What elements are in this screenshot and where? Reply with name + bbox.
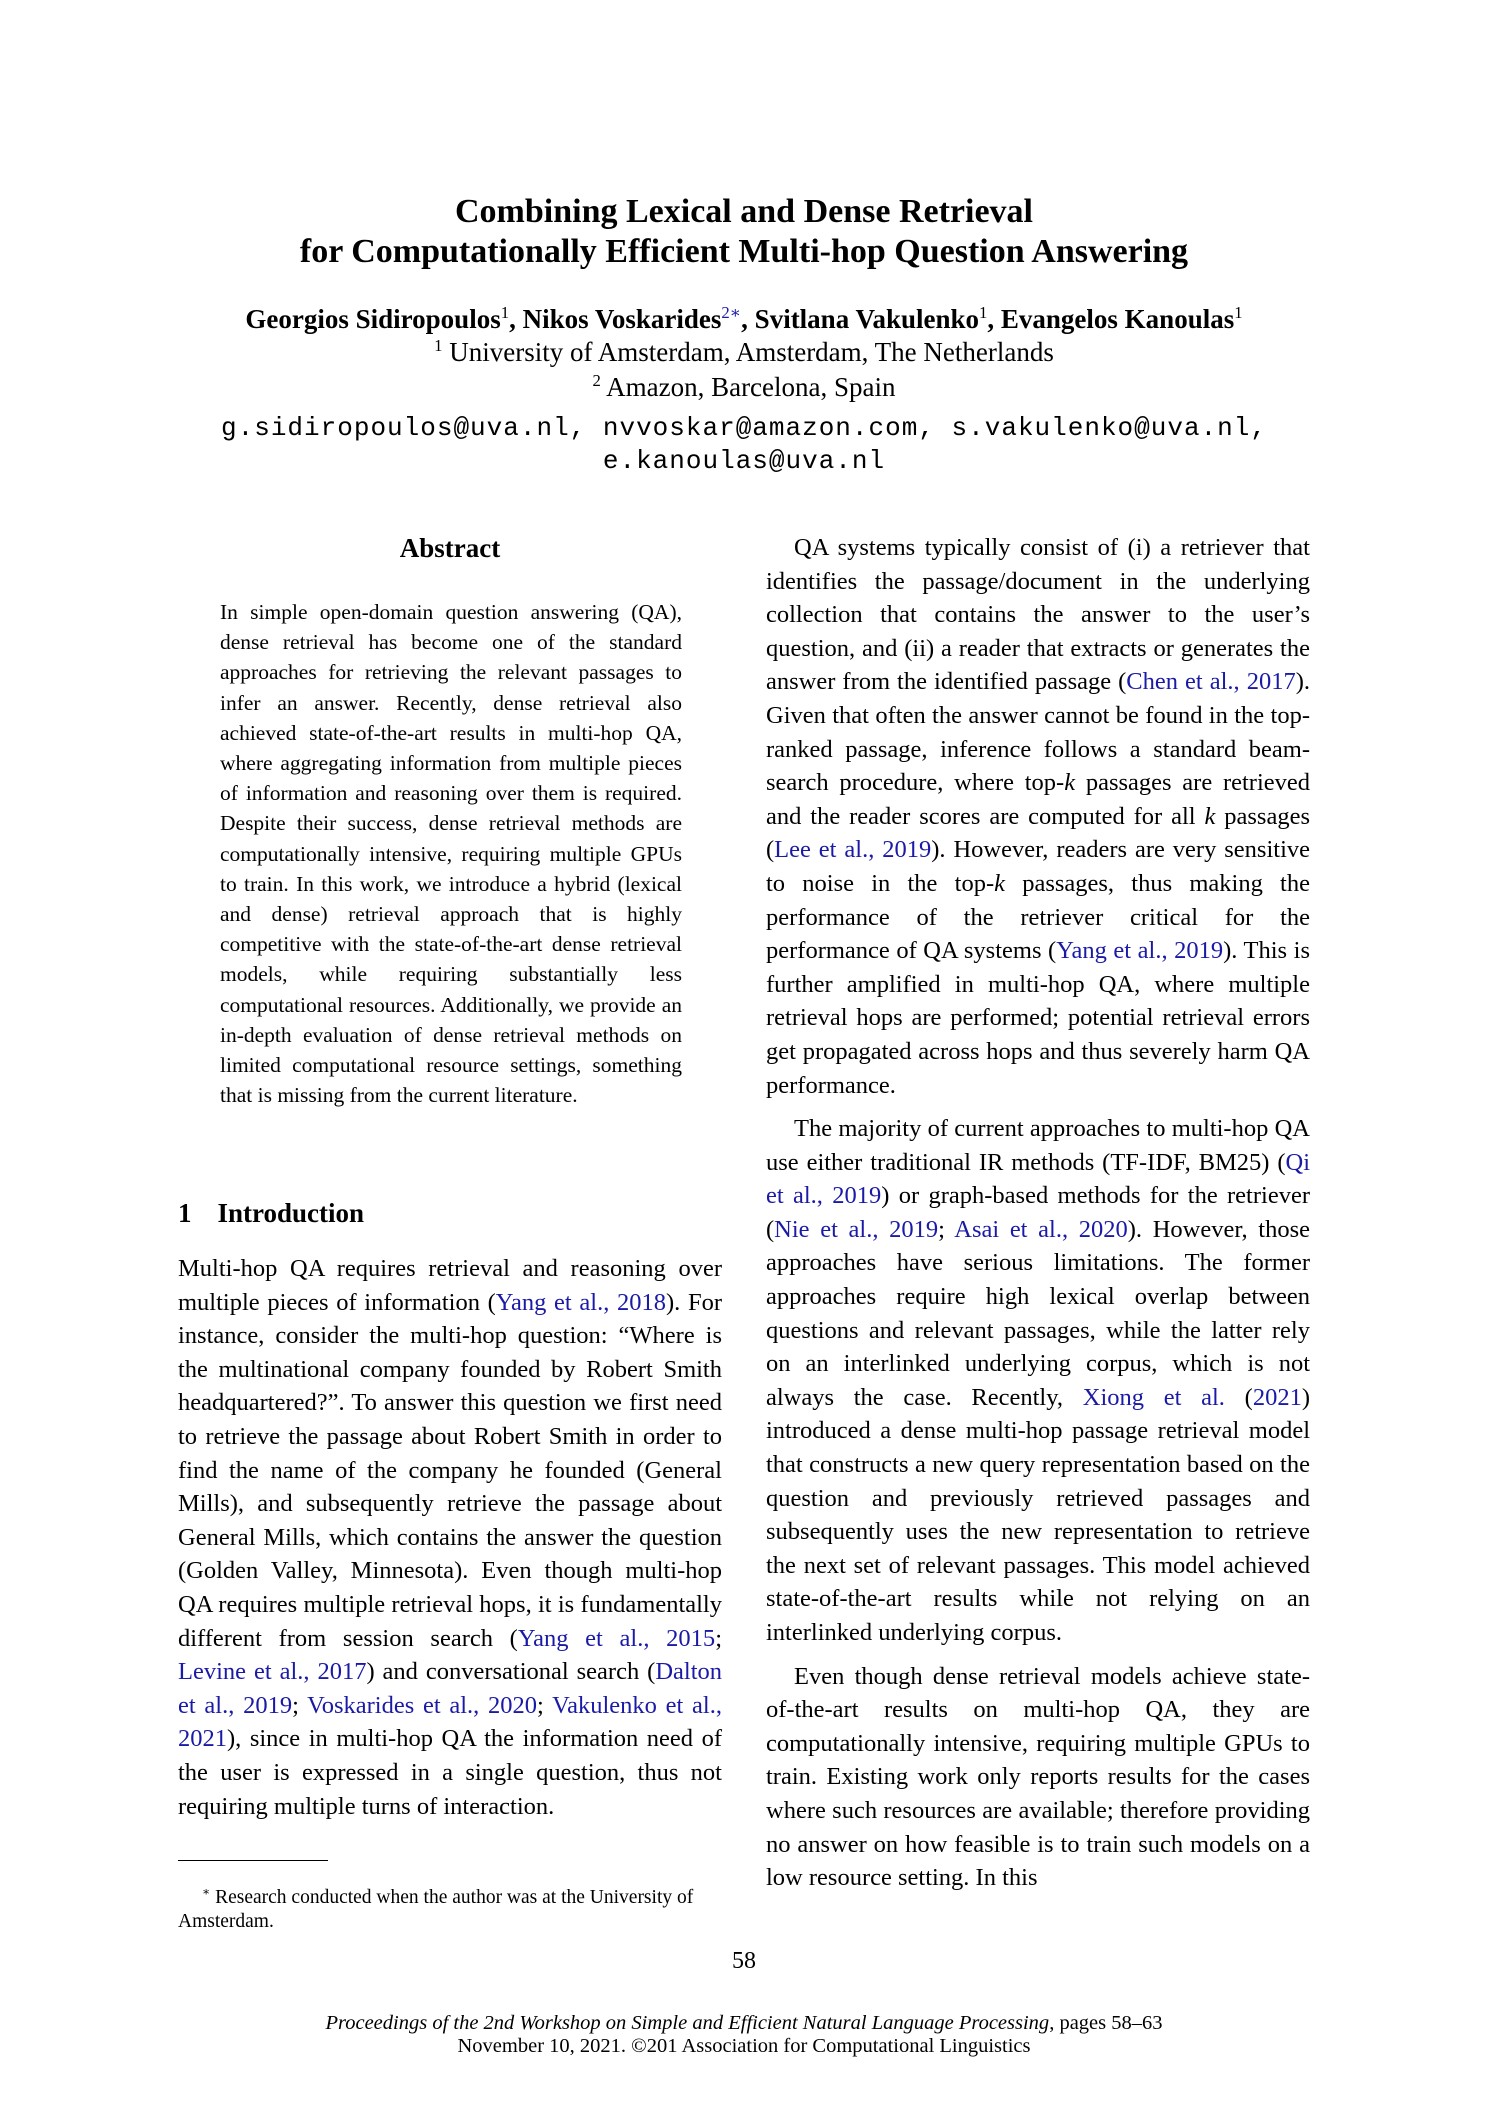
affiliation-1: [0, 337, 1488, 368]
proceedings-footer: [0, 2012, 1488, 2058]
author-separator: ,: [987, 304, 1001, 334]
math-variable: k: [994, 869, 1005, 897]
author-separator: ,: [509, 304, 523, 334]
affiliation-1-mark: 1: [434, 336, 443, 355]
right-paragraph-2: [766, 1112, 1310, 1650]
paragraph-text: The majority of current approaches to multi-hop QA use either traditional IR methods (TF-IDF, BM25) (: [766, 1115, 1310, 1176]
author-name: Georgios Sidiropoulos: [245, 304, 501, 334]
affiliation-1-text: University of Amsterdam, Amsterdam, The Netherlands: [442, 337, 1054, 367]
citation-link[interactable]: Xiong et al.: [1082, 1383, 1225, 1411]
citation-link[interactable]: Voskarides et al., 2020: [307, 1691, 538, 1719]
footnote-text: Research conducted when the author was at the University of Amsterdam.: [178, 1887, 694, 1932]
citation-link[interactable]: Qi et al., 2019: [766, 1148, 1310, 1210]
intro-paragraph-1: [178, 1252, 722, 1823]
paragraph-text: ;: [715, 1624, 722, 1652]
paragraph-text: ). This is further amplified in multi-hop QA, where multiple retrieval hops are performed; potential retrieval errors get propagated across hops and thus severely harm QA performance.: [766, 937, 1310, 1099]
author-affiliation-mark: 1: [979, 303, 988, 322]
citation-link[interactable]: Vakulenko et al., 2021: [178, 1691, 722, 1753]
citation-link[interactable]: Yang et al., 2018: [495, 1288, 667, 1316]
paper-title: [0, 192, 1488, 272]
affiliation-2-text: Amazon, Barcelona, Spain: [600, 372, 896, 402]
paragraph-text: QA systems typically consist of (i) a retriever that identifies the passage/document in the underlying collection that contains the answer to the user’s question, and (ii) a reader that extracts or generates the answer from the identified passage (: [766, 534, 1310, 696]
author-name: Svitlana Vakulenko: [754, 304, 980, 334]
math-variable: k: [1204, 802, 1216, 830]
citation-link[interactable]: Levine et al., 2017: [178, 1658, 367, 1686]
email-line-1[interactable]: g.sidiropoulos@uva.nl, nvvoskar@amazon.com, s.vakulenko@uva.nl,: [221, 413, 1267, 443]
section-title: Introduction: [217, 1198, 365, 1228]
footnote-mark: ∗: [202, 1884, 211, 1899]
citation-link[interactable]: Chen et al., 2017: [1126, 668, 1296, 696]
paragraph-text: Multi-hop QA requires retrieval and reasoning over multiple pieces of information (: [178, 1255, 722, 1316]
right-paragraph-3: [766, 1660, 1310, 1895]
paragraph-text: Even though dense retrieval models achieve state-of-the-art results on multi-hop QA, they are computationally intensive, requiring multiple GPUs to train. Existing work only reports results for the cases where such resources are available; therefore providing no answer on how feasible is to train such models on a low resource setting. In this: [766, 1662, 1310, 1892]
right-column: [766, 531, 1310, 1895]
author-affiliation-mark: 1: [500, 303, 510, 322]
footnote-rule: [178, 1860, 328, 1861]
citation-link[interactable]: 2021: [1252, 1383, 1302, 1411]
paragraph-text: ) or graph-based methods for the retriever (: [766, 1182, 1310, 1243]
paragraph-text: ;: [938, 1215, 955, 1243]
citation-link[interactable]: Yang et al., 2019: [1056, 937, 1224, 965]
citation-link[interactable]: Yang et al., 2015: [517, 1624, 716, 1652]
paragraph-text: passages (: [766, 802, 1311, 864]
affiliation-2-mark: 2: [592, 371, 601, 390]
proceedings-line-2: November 10, 2021. ©201 Association for Computational Linguistics: [457, 2035, 1031, 2057]
title-line-1: Combining Lexical and Dense Retrieval: [455, 193, 1033, 230]
section-heading-introduction: [178, 1198, 364, 1229]
paragraph-text: (: [1224, 1383, 1253, 1411]
proceedings-pages: , pages 58–63: [1049, 2012, 1163, 2034]
paragraph-text: ). However, those approaches have serious limitations. The former approaches require high lexical overlap between questions and relevant passages, while the latter rely on an interlinked underlying corpus, which is not always the case. Recently,: [766, 1215, 1310, 1411]
author-name: Evangelos Kanoulas: [1000, 304, 1235, 334]
right-paragraph-1: [766, 531, 1310, 1102]
proceedings-title: Proceedings of the 2nd Workshop on Simple and Efficient Natural Language Processing: [325, 2012, 1050, 2034]
affiliation-2: [0, 372, 1488, 403]
citation-link[interactable]: Asai et al., 2020: [954, 1215, 1128, 1243]
title-line-2: for Computationally Efficient Multi-hop Question Answering: [299, 233, 1189, 270]
citation-link[interactable]: Nie et al., 2019: [774, 1215, 939, 1243]
intro-column: [178, 1252, 722, 1823]
paragraph-text: ). Given that often the answer cannot be found in the top-ranked passage, inference follows a standard beam-search procedure, where top-: [766, 668, 1310, 797]
paragraph-text: ) introduced a dense multi-hop passage retrieval model that constructs a new query representation based on the question and previously retrieved passages and subsequently uses the new representation to retrieve the next set of relevant passages. This model achieved state-of-the-art results while not relying on an interlinked underlying corpus.: [766, 1383, 1310, 1646]
author-list: [0, 304, 1488, 335]
math-variable: k: [1064, 769, 1076, 797]
paragraph-text: ), since in multi-hop QA the information need of the user is expressed in a single question, thus not requiring multiple turns of interaction.: [178, 1725, 722, 1820]
author-separator: ,: [741, 304, 755, 334]
paragraph-text: ) and conversational search (: [366, 1658, 656, 1686]
page-number: 58: [732, 1948, 756, 1974]
abstract-text: In simple open-domain question answering (QA), dense retrieval has become one of the standard approaches for retrieving the relevant passages to infer an answer. Recently, dense retrieval also achieved state-of-the-art results in multi-hop QA, where aggregating information from multiple pieces of information and reasoning over them is required. Despite their success, dense retrieval methods are computationally intensive, requiring multiple GPUs to train. In this work, we introduce a hybrid (lexical and dense) retrieval approach that is highly competitive with the state-of-the-art dense retrieval models, while requiring substantially less computational resources. Additionally, we provide an in-depth evaluation of dense retrieval methods on limited computational resource settings, something that is missing from the current literature.: [220, 600, 682, 1108]
author-affiliation-mark: 2∗: [721, 303, 742, 322]
proceedings-line-1: [0, 2012, 1488, 2035]
abstract-heading: Abstract: [399, 533, 501, 563]
author-affiliation-mark: 1: [1234, 303, 1243, 322]
paragraph-text: ;: [292, 1691, 308, 1719]
paragraph-text: ). However, readers are very sensitive to noise in the top-: [766, 836, 1310, 897]
citation-link[interactable]: Dalton et al., 2019: [178, 1658, 723, 1719]
paragraph-text: ). For instance, consider the multi-hop question: “Where is the multinational company founded by Robert Smith headquartered?”. To answer this question we first need to retrieve the passage about Robert Smith in order to find the name of the company he founded (General Mills), and subsequently retrieve the passage about General Mills, which contains the answer the question (Golden Valley, Minnesota). Even though multi-hop QA requires multiple retrieval hops, it is fundamentally different from session search (: [178, 1288, 722, 1652]
paragraph-text: ;: [537, 1691, 553, 1719]
paragraph-text: passages, thus making the performance of the retriever critical for the performance of QA systems (: [766, 869, 1310, 965]
paragraph-text: passages are retrieved and the reader scores are computed for all: [766, 769, 1311, 830]
citation-link[interactable]: Lee et al., 2019: [774, 836, 932, 864]
email-line-2[interactable]: e.kanoulas@uva.nl: [602, 446, 886, 476]
section-number: 1: [178, 1198, 192, 1228]
author-name: Nikos Voskarides: [522, 304, 722, 334]
footnote: [178, 1886, 722, 1934]
